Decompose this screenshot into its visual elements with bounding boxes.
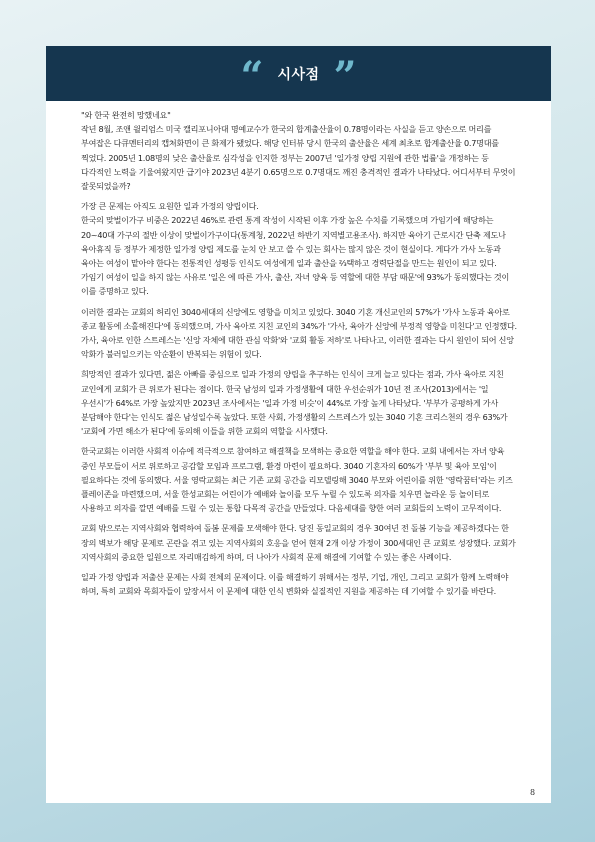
paragraph-dual-income: 한국의 맞벌이가구 비중은 2022년 46%로 관련 통계 작성이 시작된 이후 가장 높은 수치를 기록했으며 가임기에 해당하는 20~40대 가구의 절반 이상이 맞벌이가구이다(통계청, 2022년 하반기 지역별고용조사). 하지만 육아기 근로시간 단축 제도나 육아휴직 등 정부가 제정한 일가정 양립 제도를 눈치 안 보고 쓸 수 있는 회사는 많지 않은 것이 현실이다. 게다가 가사 노동과 육아는 여성이 맡아야 한다는 전통적인 성평등 인식도 여성에게 일과 출산을 ⅔택하고 경력단절을 만드는 원인이 되고 있다. 가임기 여성이 일을 하지 않는 사유로 '일은 에 따른 가사, 출산, 자녀 양육 등 역할에 대한 부담 때문'에 93%가 동의했다는 것이 이를 증명하고 있다. <box>81 215 510 297</box>
paragraph-community: 교회 밖으로는 지역사회와 협력하여 돌봄 문제를 모색해야 한다. 당진 동일교회의 경우 30여년 전 돌봄 기능을 제공하겠다는 한 장의 벽보가 해당 문제로 곤란을 겪고 있는 지역사회의 호응을 얻어 현재 2개 이상 가정이 300세대인 큰 교회로 성장했다. 교회가 지역사회의 중요한 일원으로 자리매김하게 하며, 더 나아가 사회적 문제 해결에 기여할 수 있는 좋은 사례이다. <box>81 523 516 562</box>
paragraph-hopeful: 희망적인 결과가 있다면, 젊은 아빠를 중심으로 일과 가정의 양립을 추구하는 인식이 크게 늘고 있다는 점과, 가사 육아로 지친 교인에게 교회가 큰 위로가 된다는 점이다. 한국 남성의 일과 가정생활에 대한 우선순위가 10년 전 조사(2013)에서는 '일 우선시'가 64%로 가장 높았지만 2023년 조사에서는 '일과 가정 비슷'이 44%로 가장 높게 나타났다. '부부가 공평하게 가사 분담해야 한다'는 인식도 젊은 남성일수록 높았다. 또한 사회, 가정생활의 스트레스가 있는 3040 기혼 크리스천의 경우 63%가 '교회에 가면 해소가 된다'에 동의해 이들을 위한 교회의 역할을 시사했다. <box>81 369 508 437</box>
paragraph-conclusion: 일과 가정 양립과 저출산 문제는 사회 전체의 문제이다. 이를 해결하기 위해서는 정부, 기업, 개인, 그리고 교회가 함께 노력해야 하며, 특히 교회와 목회자들이 앞장서서 이 문제에 대한 인식 변화와 실질적인 지원을 제공하는 데 기여할 수 있기를 바란다. <box>81 572 509 597</box>
close-quote-icon: ” <box>333 52 357 100</box>
open-quote-icon: “ <box>240 52 264 100</box>
paragraph-faith-impact: 이러한 결과는 교회의 허리인 3040세대의 신앙에도 영향을 미치고 있었다. 3040 기혼 개신교인의 57%가 '가사 노동과 육아로 종교 활동에 소홀해진다'에 동의했으며, 가사 육아로 지친 교인의 34%가 '가사, 육아가 신앙에 부정적 영향을 미친다'고 인정했다. 가사, 육아로 인한 스트레스는 '신앙 자체에 대한 관심 악화'와 '교회 활동 저하'로 나타나고, 이러한 결과는 다시 원인이 되어 신앙 악화가 불러일으키는 악순환이 반복되는 위험이 있다. <box>81 306 517 360</box>
page-number: 8 <box>530 788 536 797</box>
section-banner <box>46 46 551 101</box>
page-sheet <box>46 46 551 803</box>
article-body <box>81 108 521 605</box>
paragraph-intro: 작년 8월, 조앤 윌리엄스 미국 캘리포니아대 명예교수가 한국의 합계출산율이 0.78명이라는 사실을 듣고 양손으로 머리를 부여잡은 다큐멘터리의 캡쳐화면이 큰 화제가 됐었다. 해당 인터뷰 당시 한국의 출산율은 세계 최초로 합계출산율 0.7명대를 찍었다. 2005년 1.08명의 낮은 출산율로 심각성을 인지한 정부는 2007년 '일가정 양립 지원에 관한 법률'을 개정하는 등 다각적인 노력을 기울여왔지만 급기야 2023년 4분기 0.65명으로 0.7명대도 깨진 충격적인 결과가 나타났다. 어디서부터 무엇이 잘못되었을까? <box>81 124 516 192</box>
section-title: 시사점 <box>277 66 320 83</box>
paragraph-problem-heading: 가장 큰 문제는 아직도 요원한 일과 가정의 양립이다. <box>81 201 259 212</box>
paragraph-church-role: 한국교회는 이러한 사회적 이슈에 적극적으로 참여하고 해결책을 모색하는 중요한 역할을 해야 한다. 교회 내에서는 자녀 양육 중인 부모들이 서로 위로하고 공감할 모임과 프로그램, 환경 마련이 필요하다. 3040 기혼자의 60%가 '부부 및 육아 모임'이 필요하다는 것에 동의했다. 서울 영락교회는 최근 기존 교회 공간을 리모델링해 3040 부모와 어린이를 위한 '영락꿈터'라는 키즈 플레이존을 마련했으며, 서울 한성교회는 어린이가 예배와 놀이를 모두 누릴 수 있도록 의자를 치우면 놀라운 등 놀이터로 사용하고 의자를 깔면 예배를 드릴 수 있는 통합 다목적 공간을 만들었다. 다음세대를 향한 여러 교회들의 노력이 고무적이다. <box>81 446 513 514</box>
paragraph-quote: "와 한국 완전히 망했네요" <box>81 110 171 120</box>
